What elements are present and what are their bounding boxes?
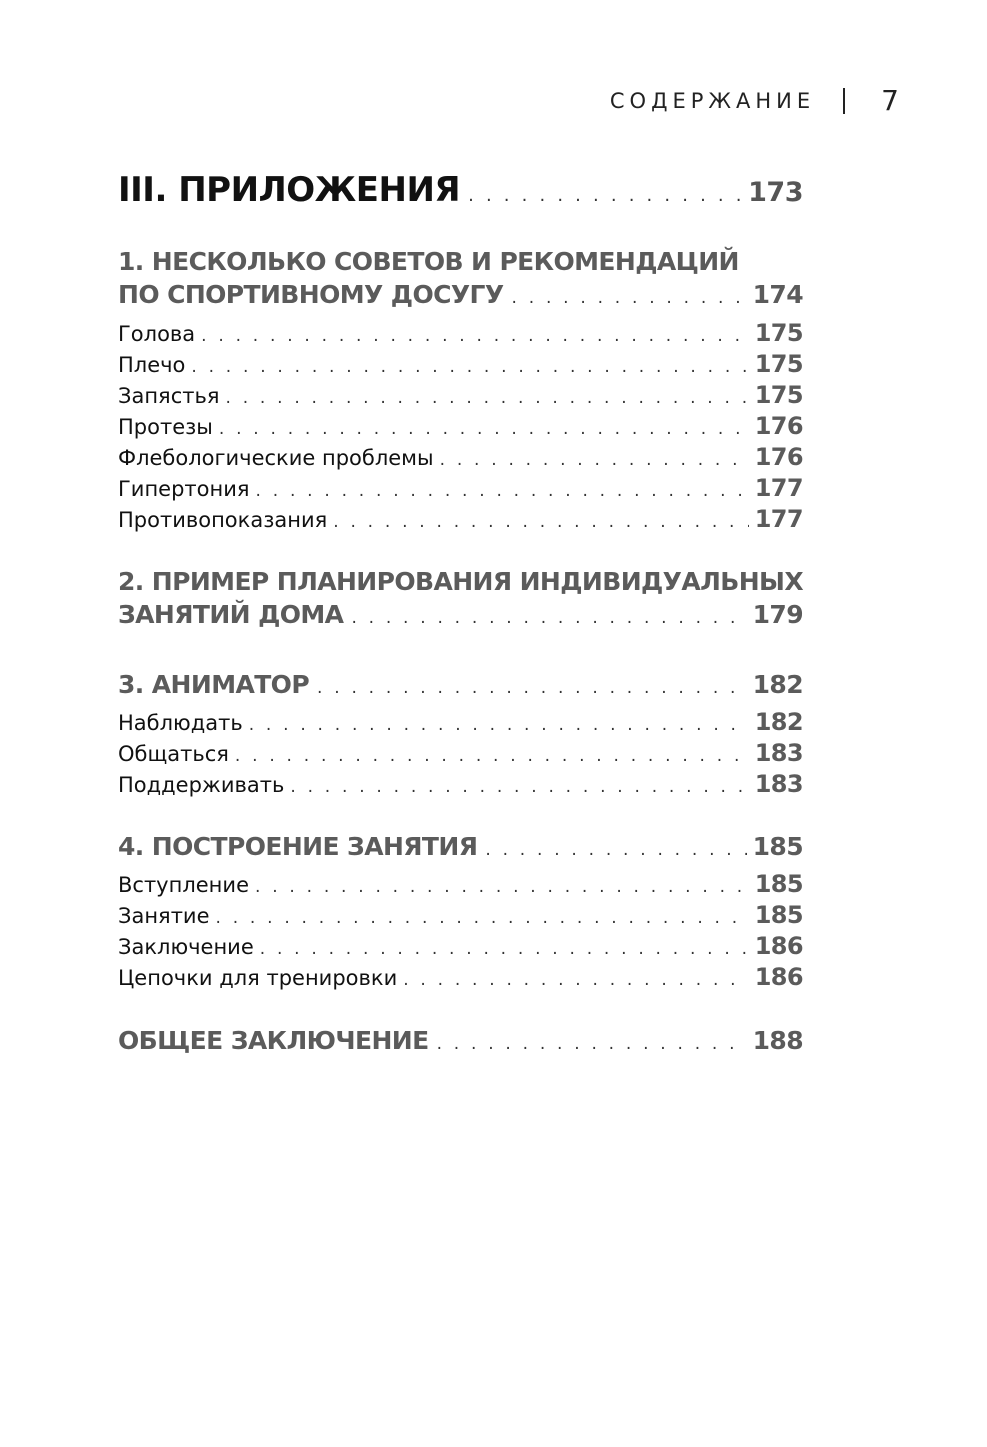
dot-leader [333, 512, 748, 532]
toc-entry[interactable] [118, 770, 803, 798]
toc-section-entry[interactable] [118, 832, 803, 861]
toc-entry-page: 177 [754, 474, 803, 502]
toc-entry-title: Вступление [118, 873, 249, 897]
dot-leader [225, 388, 748, 408]
toc-section-entry[interactable] [118, 1026, 803, 1055]
running-head [610, 84, 899, 117]
toc-entry-page: 176 [754, 412, 803, 440]
toc-entry[interactable] [118, 708, 803, 736]
dot-leader [219, 419, 749, 439]
toc-entry-title: Плечо [118, 353, 186, 377]
toc-section-title: ОБЩЕЕ ЗАКЛЮЧЕНИЕ [118, 1026, 429, 1055]
dot-leader [403, 970, 748, 990]
toc-section-page: 179 [752, 600, 803, 629]
dot-leader [290, 777, 748, 797]
dot-leader [512, 288, 747, 308]
dot-leader [255, 877, 749, 897]
toc-entry-title: Заключение [118, 935, 254, 959]
toc-entry-page: 185 [754, 901, 803, 929]
toc-entry-page: 183 [754, 739, 803, 767]
toc-entry-page: 185 [754, 870, 803, 898]
toc-section-entry[interactable] [118, 600, 803, 629]
toc-entry-title: Цепочки для тренировки [118, 966, 398, 990]
dot-leader [256, 481, 749, 501]
toc-part-page: 173 [748, 177, 803, 208]
toc-entry-page: 175 [754, 319, 803, 347]
toc-entry-page: 177 [754, 505, 803, 533]
toc-entry[interactable] [118, 319, 803, 347]
toc-entry-title: Флебологические проблемы [118, 446, 434, 470]
toc-entry-page: 186 [754, 963, 803, 991]
toc-section-page: 185 [752, 832, 803, 861]
toc-entry-page: 182 [754, 708, 803, 736]
toc-entry-title: Запястья [118, 384, 220, 408]
dot-leader [485, 840, 746, 860]
toc-entry-title: Общаться [118, 742, 229, 766]
toc-entry-page: 183 [754, 770, 803, 798]
page-number: 7 [881, 84, 899, 117]
toc-entry-title: Наблюдать [118, 711, 243, 735]
toc-section-title-line1: 2. ПРИМЕР ПЛАНИРОВАНИЯ ИНДИВИДУАЛЬНЫХ [118, 567, 804, 596]
toc-entry[interactable] [118, 412, 803, 440]
toc-entry-page: 186 [754, 932, 803, 960]
toc-section-page: 188 [752, 1026, 803, 1055]
dot-leader [249, 715, 749, 735]
dot-leader [235, 746, 749, 766]
dot-leader [191, 357, 748, 377]
toc-entry[interactable] [118, 870, 803, 898]
dot-leader [440, 450, 749, 470]
dot-leader [437, 1034, 747, 1054]
toc-entry-page: 175 [754, 350, 803, 378]
toc-section-entry[interactable] [118, 280, 803, 309]
dot-leader [260, 939, 749, 959]
toc-part-entry[interactable] [118, 170, 803, 210]
toc-section-page: 182 [752, 670, 803, 699]
toc-entry-title: Занятие [118, 904, 210, 928]
toc-section-title-line2: ПО СПОРТИВНОМУ ДОСУГУ [118, 280, 504, 309]
toc-entry[interactable] [118, 901, 803, 929]
toc-entry[interactable] [118, 474, 803, 502]
toc-entry-title: Протезы [118, 415, 213, 439]
toc-entry-page: 175 [754, 381, 803, 409]
toc-entry-title: Поддерживать [118, 773, 285, 797]
toc-section-title-line1: 1. НЕСКОЛЬКО СОВЕТОВ И РЕКОМЕНДАЦИЙ [118, 247, 739, 276]
toc-part-title: III. ПРИЛОЖЕНИЯ [118, 170, 461, 210]
toc-section-entry[interactable] [118, 670, 803, 699]
dot-leader [317, 678, 747, 698]
toc-section-title: 3. АНИМАТОР [118, 670, 310, 699]
toc-entry[interactable] [118, 932, 803, 960]
running-head-title: СОДЕРЖАНИЕ [609, 88, 816, 113]
toc-entry[interactable] [118, 350, 803, 378]
dot-leader [201, 326, 749, 346]
toc-entry-page: 176 [754, 443, 803, 471]
dot-leader [351, 608, 746, 628]
toc-section-title-line2: ЗАНЯТИЙ ДОМА [118, 600, 344, 629]
toc-entry-title: Голова [118, 322, 196, 346]
toc-entry[interactable] [118, 505, 803, 533]
toc-entry[interactable] [118, 381, 803, 409]
toc-entry-title: Противопоказания [118, 508, 328, 532]
toc-entry[interactable] [118, 739, 803, 767]
toc-entry[interactable] [118, 443, 803, 471]
toc-section-page: 174 [752, 280, 803, 309]
toc-entry[interactable] [118, 963, 803, 991]
dot-leader [468, 185, 742, 206]
dot-leader [216, 908, 749, 928]
toc-section-title: 4. ПОСТРОЕНИЕ ЗАНЯТИЯ [118, 832, 478, 861]
toc-entry-title: Гипертония [118, 477, 250, 501]
running-head-divider [843, 88, 845, 114]
